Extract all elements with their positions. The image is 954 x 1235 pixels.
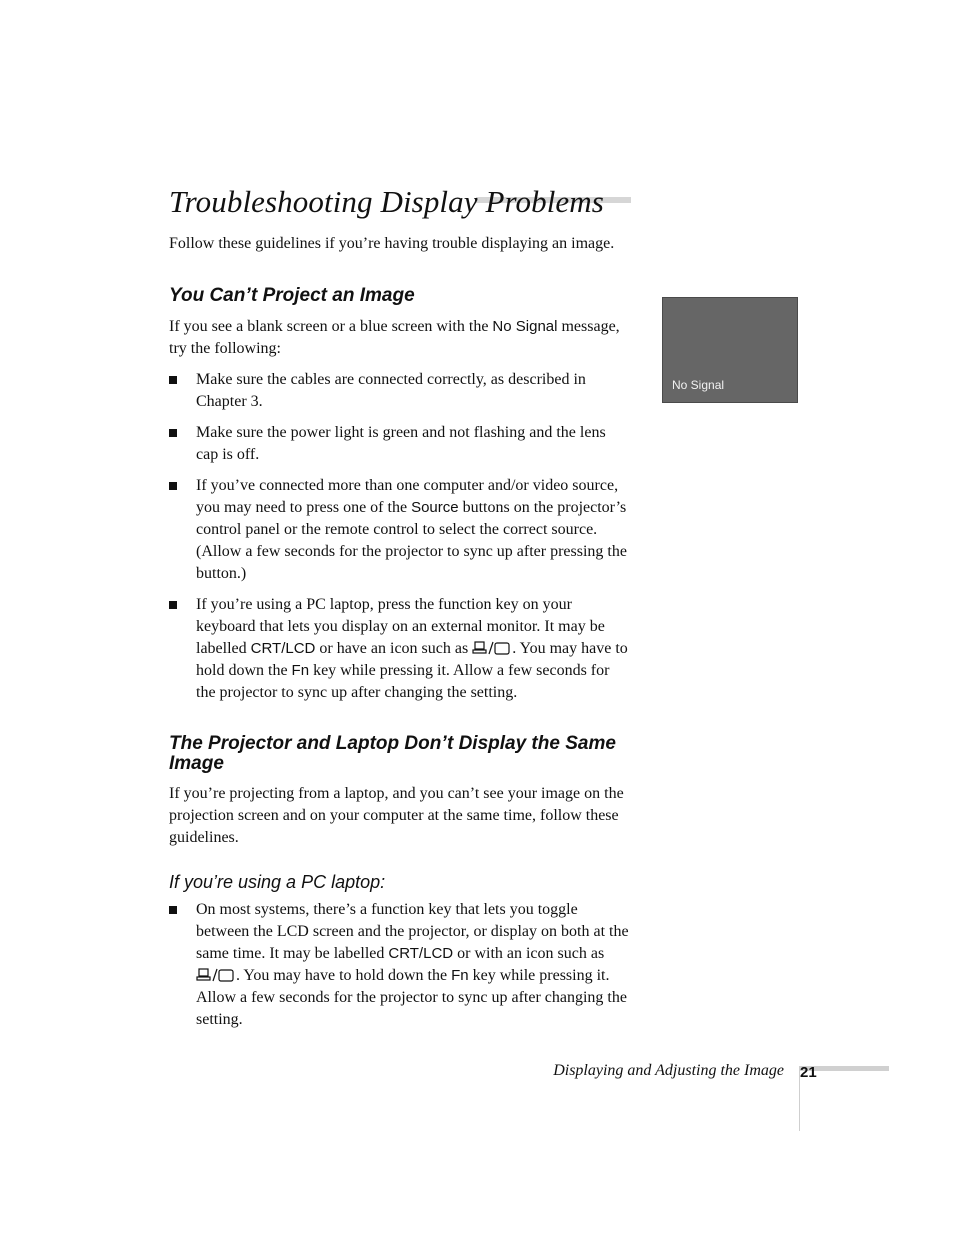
list-item: [169, 369, 631, 413]
section2-bullet-list: [169, 899, 631, 1040]
fn-key-code: Fn: [451, 967, 469, 984]
page-title: Troubleshooting Display Problems: [169, 184, 604, 219]
list-item: [169, 422, 631, 466]
text-run: If you’ve connected more than one computer and/or video source, you may need to press one of the: [196, 477, 619, 516]
source-button-code: Source: [411, 499, 459, 516]
bullet-square-icon: [169, 601, 177, 609]
bullet-square-icon: [169, 906, 177, 914]
subheading-pc-laptop: If you’re using a PC laptop:: [169, 872, 386, 892]
section-heading-same-image: The Projector and Laptop Don’t Display the Same Image: [169, 733, 616, 774]
fn-key-code: Fn: [291, 662, 310, 679]
section1-paragraph: [169, 316, 631, 360]
bullet-text: Make sure the cables are connected correctly, as described in Chapter 3.: [196, 371, 586, 410]
text-run: or with an icon such as: [453, 945, 605, 962]
text-run: . You may have to hold down the: [236, 967, 452, 984]
text-run: key while pressing it. Allow a few seconds for the projector to sync up after changing the setting.: [196, 967, 627, 1028]
intro-paragraph: Follow these guidelines if you’re having trouble displaying an image.: [169, 235, 615, 252]
text-run: . You may have to hold down the: [196, 640, 628, 679]
laptop-monitor-icon: [196, 967, 236, 983]
text-run: If you see a blank screen or a blue screen with the: [169, 318, 493, 335]
crt-lcd-code: CRT/LCD: [250, 640, 316, 657]
section2-paragraph: If you’re projecting from a laptop, and you can’t see your image on the projection screen and on your computer at the same time, follow these guidelines.: [169, 785, 624, 846]
text-run: key while pressing it. Allow a few seconds for the projector to sync up after changing the setting.: [196, 662, 610, 701]
list-item: [169, 899, 631, 1031]
section1-bullet-list: [169, 369, 631, 713]
no-signal-code: No Signal: [492, 318, 558, 335]
text-run: or have an icon such as: [315, 640, 473, 657]
no-signal-screen-image: [662, 297, 798, 403]
list-item: [169, 594, 631, 704]
bullet-square-icon: [169, 376, 177, 384]
bullet-text: Make sure the power light is green and not flashing and the lens cap is off.: [196, 424, 606, 463]
text-run: On most systems, there’s a function key that lets you toggle between the LCD screen and the projector, or display on both at the same time. It may be labelled: [196, 901, 629, 962]
bullet-square-icon: [169, 482, 177, 490]
page-number: 21: [800, 1064, 817, 1081]
section-heading-cant-project: You Can’t Project an Image: [169, 285, 415, 306]
text-run: If you’re using a PC laptop, press the function key on your keyboard that lets you display on an external monitor. It may be labelled: [196, 596, 605, 657]
crt-lcd-code: CRT/LCD: [388, 945, 454, 962]
laptop-monitor-icon: [472, 640, 512, 656]
text-run: buttons on the projector’s control panel or the remote control to select the correct source. (Allow a few seconds for the projector to sync up after pressing the button.): [196, 499, 627, 582]
text-run: message, try the following:: [169, 318, 620, 357]
footer-chapter-title: Displaying and Adjusting the Image: [553, 1062, 784, 1079]
list-item: [169, 475, 631, 585]
bullet-square-icon: [169, 429, 177, 437]
screen-label: No Signal: [672, 378, 725, 392]
